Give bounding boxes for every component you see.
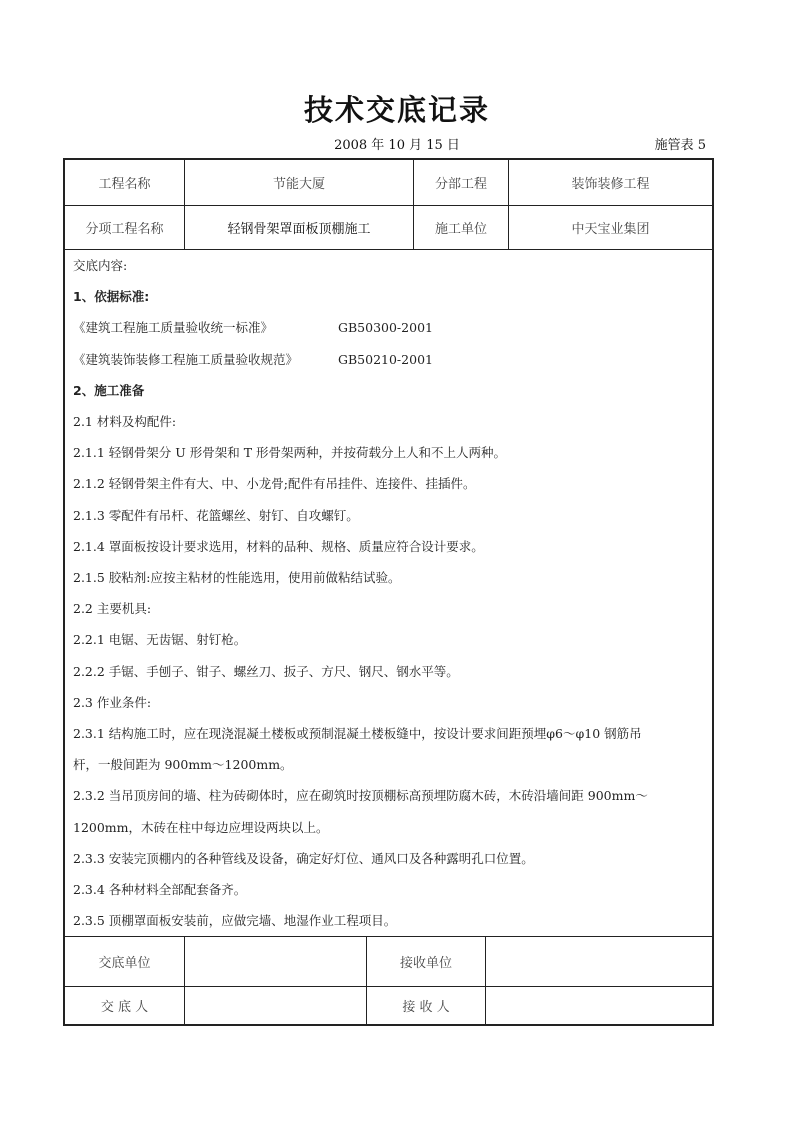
reference-code: GB50300-2001 xyxy=(338,320,433,336)
reference-item xyxy=(73,312,706,343)
content-line: 2.1.4 罩面板按设计要求选用，材料的品种、规格、质量应符合设计要求。 xyxy=(73,538,484,554)
date: 2008 年 10 月 15 日 xyxy=(334,138,460,153)
content-line: 2.3.1 结构施工时，应在现浇混凝土楼板或预制混凝土楼板缝中，按设计要求间距预埋φ6～φ10 钢筋吊 xyxy=(73,726,642,742)
content-line: 2.1.5 胶粘剂:应按主粘材的性能选用，使用前做粘结试验。 xyxy=(73,570,401,586)
division-value: 装饰装修工程 xyxy=(571,177,650,192)
receiver-unit-label: 接收单位 xyxy=(399,956,452,971)
reference-name: 《建筑工程施工质量验收统一标准》 xyxy=(73,320,274,336)
project-name-label: 工程名称 xyxy=(98,177,151,192)
content-line: 1200mm，木砖在柱中每边应埋设两块以上。 xyxy=(73,819,329,835)
project-name-value: 节能大厦 xyxy=(272,177,325,192)
content-intro: 交底内容: xyxy=(73,258,128,273)
content-line: 2.1.3 零配件有吊杆、花篮螺丝、射钉、自攻螺钉。 xyxy=(73,507,359,523)
content-line: 2.2 主要机具: xyxy=(73,601,152,617)
form-number: 施管表 5 xyxy=(654,138,706,153)
receiver-label: 接 收 人 xyxy=(402,1000,450,1015)
content-line: 2.1 材料及构配件: xyxy=(73,414,177,430)
subitem-value: 轻钢骨架罩面板顶棚施工 xyxy=(227,222,371,237)
subitem-label: 分项工程名称 xyxy=(85,222,164,237)
briefing-content xyxy=(73,250,706,936)
content-line: 2.2.2 手锯、手刨子、钳子、螺丝刀、扳子、方尺、钢尺、钢水平等。 xyxy=(73,663,459,679)
receiver-field[interactable] xyxy=(486,987,712,1024)
contractor-label: 施工单位 xyxy=(434,222,487,237)
issuer-label: 交 底 人 xyxy=(100,1000,149,1015)
issuer-field[interactable] xyxy=(185,987,366,1024)
section-heading: 1、依据标准: xyxy=(73,289,150,305)
section-heading: 2、施工准备 xyxy=(73,382,145,398)
division-label: 分部工程 xyxy=(434,177,487,192)
content-line: 2.2.1 电锯、无齿锯、射钉枪。 xyxy=(73,632,247,648)
receiver-unit-field[interactable] xyxy=(486,937,712,986)
content-line: 2.3.3 安装完顶棚内的各种管线及设备，确定好灯位、通风口及各种露明孔口位置。 xyxy=(73,850,534,866)
reference-name: 《建筑装饰装修工程施工质量验收规范》 xyxy=(73,351,299,367)
content-line: 2.3.4 各种材料全部配套备齐。 xyxy=(73,882,247,898)
content-line: 2.3.5 顶棚罩面板安装前，应做完墙、地湿作业工程项目。 xyxy=(73,913,397,929)
content-line: 2.1.2 轻钢骨架主件有大、中、小龙骨;配件有吊挂件、连接件、挂插件。 xyxy=(73,476,476,492)
contractor-value: 中天宝业集团 xyxy=(571,222,650,237)
reference-code: GB50210-2001 xyxy=(338,351,433,367)
reference-item xyxy=(73,344,706,375)
content-line: 2.3 作业条件: xyxy=(73,694,152,710)
issuer-unit-field[interactable] xyxy=(185,937,366,986)
page-title: 技术交底记录 xyxy=(303,93,490,127)
content-line: 2.1.1 轻钢骨架分 U 形骨架和 T 形骨架两种，并按荷载分上人和不上人两种。 xyxy=(73,445,507,461)
content-line: 2.3.2 当吊顶房间的墙、柱为砖砌体时，应在砌筑时按顶棚标高预埋防腐木砖，木砖沿墙间距 900mm～ xyxy=(73,788,648,804)
issuer-unit-label: 交底单位 xyxy=(98,956,151,971)
record-table xyxy=(63,158,714,1026)
content-line: 杆，一般间距为 900mm～1200mm。 xyxy=(73,757,293,773)
